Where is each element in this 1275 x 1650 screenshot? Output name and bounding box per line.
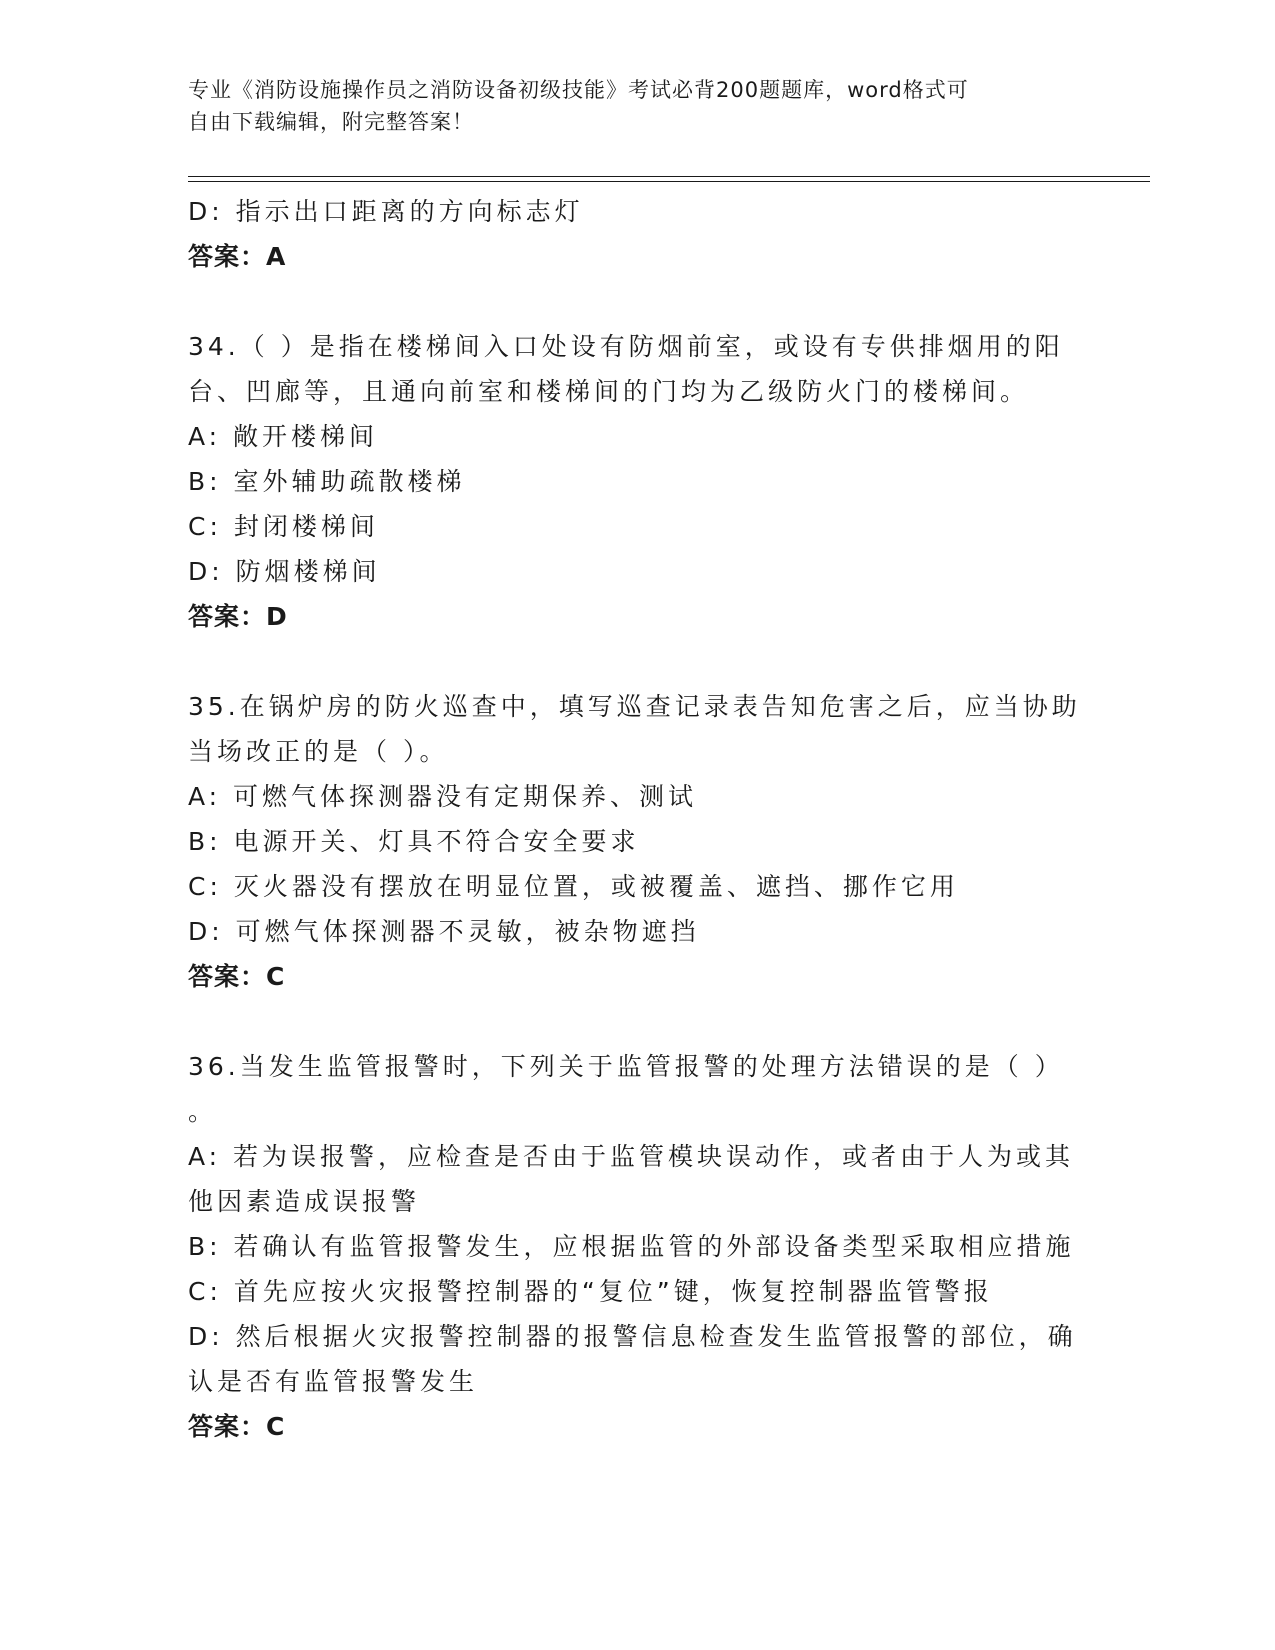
page-header: [188, 74, 1068, 138]
option-a: A: 可燃气体探测器没有定期保养、测试: [188, 782, 698, 811]
question-stem-line-2: 台、凹廊等，且通向前室和楼梯间的门均为乙级防火门的楼梯间。: [188, 377, 1030, 406]
option-d-line-2: 认是否有监管报警发生: [188, 1367, 479, 1396]
header-title-line-2: 自由下载编辑，附完整答案！: [188, 110, 474, 134]
option-c: C: 灭火器没有摆放在明显位置，或被覆盖、遮挡、挪作它用: [188, 872, 959, 901]
option-a: A: 敞开楼梯间: [188, 422, 379, 451]
previous-question-tail: [188, 189, 1088, 279]
option-d: D: 可燃气体探测器不灵敏，被杂物遮挡: [188, 917, 700, 946]
option-b: B: 电源开关、灯具不符合安全要求: [188, 827, 640, 856]
header-divider: [188, 176, 1150, 182]
question-stem-line-1: 35.在锅炉房的防火巡查中，填写巡查记录表告知危害之后，应当协助: [188, 692, 1081, 721]
option-b: B: 室外辅助疏散楼梯: [188, 467, 466, 496]
question-stem-line-1: 34.（ ）是指在楼梯间入口处设有防烟前室，或设有专供排烟用的阳: [188, 332, 1064, 361]
question-36: [188, 1044, 1088, 1449]
question-list: [188, 189, 1088, 1449]
answer: 答案：D: [188, 602, 288, 631]
option-a-line-1: A: 若为误报警，应检查是否由于监管模块误动作，或者由于人为或其: [188, 1142, 1075, 1171]
question-stem-line-1: 36.当发生监管报警时，下列关于监管报警的处理方法错误的是（ ）: [188, 1052, 1064, 1081]
header-title-line-1: 专业《消防设施操作员之消防设备初级技能》考试必背200题题库，word格式可: [188, 78, 969, 102]
answer: 答案：A: [188, 242, 287, 271]
option-a-line-2: 他因素造成误报警: [188, 1187, 421, 1216]
answer: 答案：C: [188, 962, 286, 991]
question-35: [188, 684, 1088, 999]
question-stem-line-2: 当场改正的是（ ）。: [188, 737, 449, 766]
option-d: D: 防烟楼梯间: [188, 557, 381, 586]
option-c: C: 封闭楼梯间: [188, 512, 379, 541]
question-stem-line-2: 。: [188, 1097, 218, 1126]
answer: 答案：C: [188, 1412, 286, 1441]
option-b: B: 若确认有监管报警发生，应根据监管的外部设备类型采取相应措施: [188, 1232, 1075, 1261]
question-34: [188, 324, 1088, 639]
option-c: C: 首先应按火灾报警控制器的“复位”键，恢复控制器监管警报: [188, 1277, 993, 1306]
option-d: D: 指示出口距离的方向标志灯: [188, 197, 584, 226]
option-d-line-1: D: 然后根据火灾报警控制器的报警信息检查发生监管报警的部位，确: [188, 1322, 1077, 1351]
